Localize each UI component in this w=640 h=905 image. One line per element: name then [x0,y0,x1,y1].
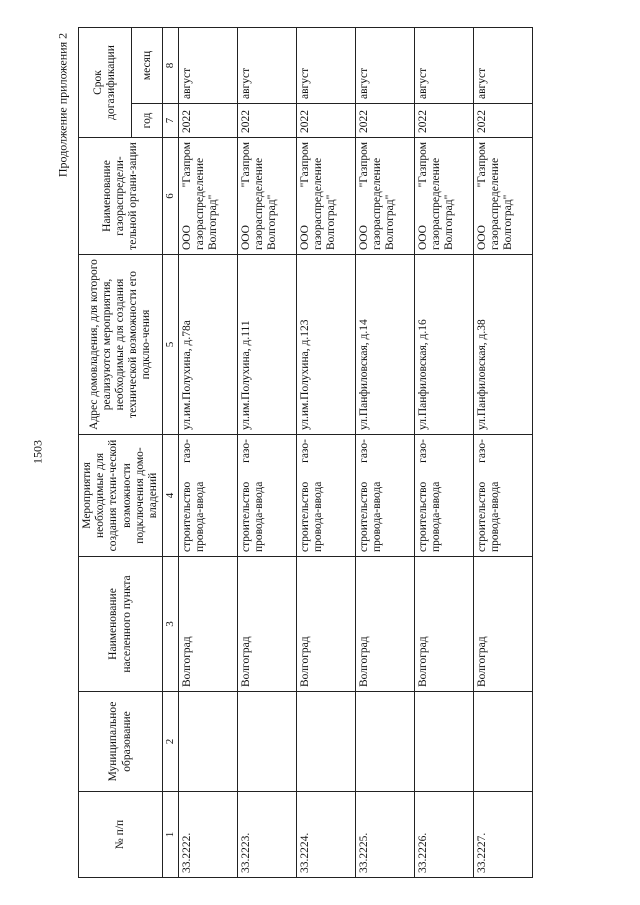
row-settlement: Волгоград [414,557,473,692]
row-year: 2022 [473,104,532,138]
row-measure: строительство газо-провода-ввода [414,435,473,557]
row-address: ул.Панфиловская, д.14 [355,255,414,435]
row-municipality [296,692,355,792]
row-month: август [296,28,355,104]
row-settlement: Волгоград [355,557,414,692]
header-settlement: Наименование населенного пункта [79,557,163,692]
row-organization: ООО "Газпром газораспределение Волгоград" [473,138,532,255]
header-municipality: Муниципальное образование [79,692,163,792]
row-month: август [178,28,237,104]
column-number-row [163,28,179,878]
document-table-wrapper [78,28,623,878]
row-measure: строительство газо-провода-ввода [355,435,414,557]
row-organization: ООО "Газпром газораспределение Волгоград" [355,138,414,255]
row-address: ул.им.Полухина, д.78а [178,255,237,435]
row-measure: строительство газо-провода-ввода [237,435,296,557]
column-number: 7 [163,104,179,138]
header-year: год [132,104,163,138]
row-organization: ООО "Газпром газораспределение Волгоград" [237,138,296,255]
row-number: 33.2226. [414,792,473,878]
row-year: 2022 [178,104,237,138]
page-number: 1503 [30,440,45,464]
row-measure: строительство газо-провода-ввода [296,435,355,557]
row-organization: ООО "Газпром газораспределение Волгоград" [296,138,355,255]
row-municipality [178,692,237,792]
row-year: 2022 [355,104,414,138]
column-number: 3 [163,557,179,692]
row-number: 33.2222. [178,792,237,878]
row-settlement: Волгоград [178,557,237,692]
table-row [178,28,237,878]
row-month: август [237,28,296,104]
row-address: ул.Панфиловская, д.16 [414,255,473,435]
row-number: 33.2224. [296,792,355,878]
column-number: 5 [163,255,179,435]
row-municipality [237,692,296,792]
column-number: 6 [163,138,179,255]
row-month: август [414,28,473,104]
row-settlement: Волгоград [237,557,296,692]
row-year: 2022 [237,104,296,138]
column-number: 2 [163,692,179,792]
header-organization: Наименование газораспредели-тельной органи-зации [79,138,163,255]
row-address: ул.Панфиловская, д.38 [473,255,532,435]
column-number: 4 [163,435,179,557]
header-address: Адрес домовладения, для которого реализуются мероприятия, необходимые для создания технической возможности его подклю-чения [79,255,163,435]
table-header [79,28,179,878]
row-organization: ООО "Газпром газораспределение Волгоград" [178,138,237,255]
row-number: 33.2223. [237,792,296,878]
row-year: 2022 [296,104,355,138]
table-row [355,28,414,878]
continuation-label: Продолжение приложения 2 [55,32,70,178]
row-municipality [414,692,473,792]
row-number: 33.2227. [473,792,532,878]
column-number: 1 [163,792,179,878]
row-measure: строительство газо-провода-ввода [473,435,532,557]
row-month: август [355,28,414,104]
table-row [414,28,473,878]
table-row [237,28,296,878]
table-row [296,28,355,878]
row-measure: строительство газо-провода-ввода [178,435,237,557]
row-address: ул.им.Полухина, д.123 [296,255,355,435]
row-month: август [473,28,532,104]
table-body [178,28,532,878]
row-municipality [355,692,414,792]
row-municipality [473,692,532,792]
row-number: 33.2225. [355,792,414,878]
row-address: ул.им.Полухина, д.111 [237,255,296,435]
header-deadline: Срок догазификации [79,28,132,138]
gasification-table [78,27,533,878]
header-month: месяц [132,28,163,104]
column-number: 8 [163,28,179,104]
table-row [473,28,532,878]
row-organization: ООО "Газпром газораспределение Волгоград" [414,138,473,255]
row-settlement: Волгоград [296,557,355,692]
row-settlement: Волгоград [473,557,532,692]
header-measures: Мероприятия необходимые для создания техни-ческой возможности подключения домо-владений [79,435,163,557]
row-year: 2022 [414,104,473,138]
header-number: № п/п [79,792,163,878]
